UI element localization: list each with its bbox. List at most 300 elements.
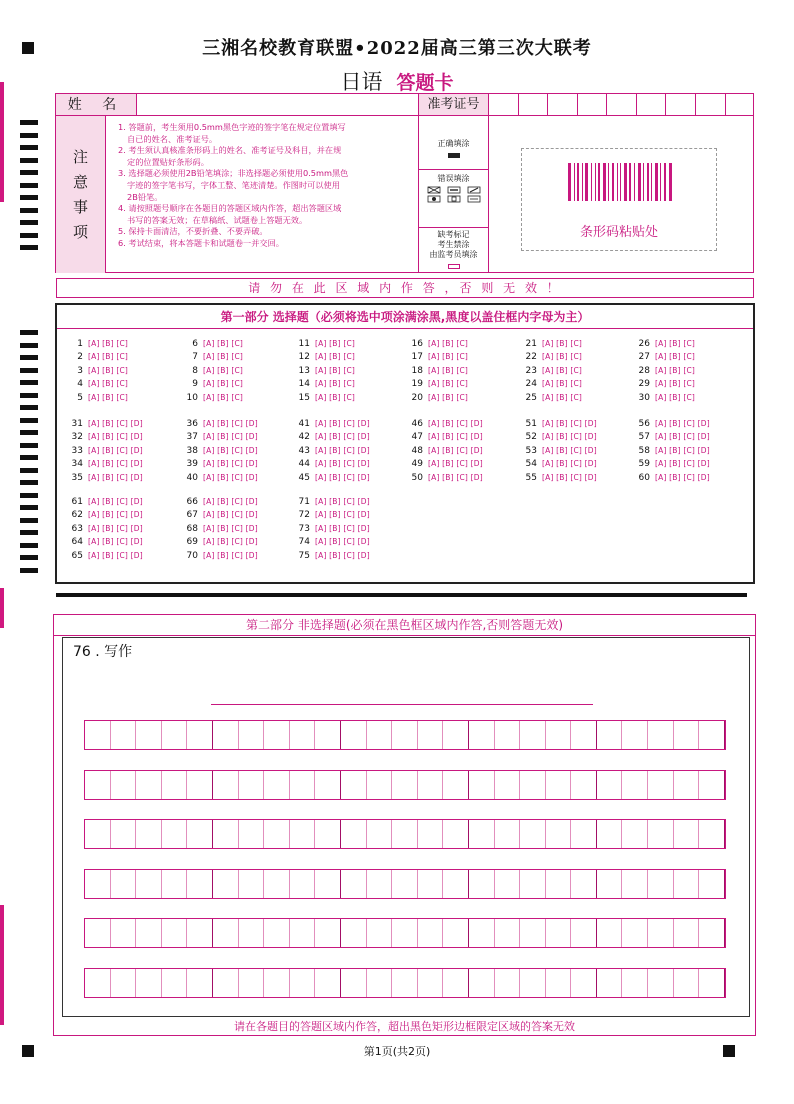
question-number: 70	[186, 550, 198, 561]
answer-options[interactable]: [A] [B] [C] [D]	[428, 472, 483, 482]
edge-mark	[0, 905, 4, 1025]
question-number: 31	[71, 419, 83, 429]
question-number: 32	[71, 432, 83, 443]
question-number: 12	[298, 352, 310, 363]
mcq-item[interactable]	[292, 417, 370, 431]
timing-tick	[20, 195, 38, 200]
mcq-item[interactable]	[632, 417, 710, 431]
answer-options[interactable]: [A] [B] [C] [D]	[88, 523, 143, 533]
answer-options[interactable]: [A] [B] [C] [D]	[315, 472, 370, 482]
absent-mark-label: 缺考标记	[437, 230, 470, 239]
answer-options[interactable]: [A] [B] [C] [D]	[428, 432, 483, 442]
timing-tick	[20, 518, 38, 523]
question-number: 7	[192, 352, 198, 363]
mcq-item[interactable]	[405, 364, 468, 378]
barcode-label: 条形码粘贴处	[579, 225, 658, 240]
mcq-item[interactable]	[519, 444, 597, 458]
answer-options[interactable]: [A] [B] [C]	[315, 379, 356, 389]
timing-tick	[20, 493, 38, 498]
answer-options[interactable]: [A] [B] [C] [D]	[655, 419, 710, 428]
note-line: 字迹的签字笔书写，字体工整、笔迹清楚。作图时可以使用	[127, 179, 340, 190]
question-number: 16	[411, 339, 423, 349]
notes-label: 注 意 事 项	[56, 116, 106, 273]
question-number: 29	[638, 379, 650, 390]
mcq-item[interactable]	[519, 417, 597, 431]
answer-options[interactable]: [A] [B] [C] [D]	[315, 419, 370, 428]
question-number: 59	[638, 459, 650, 470]
answer-options[interactable]: [A] [B] [C]	[655, 352, 696, 362]
absent-mark-box[interactable]	[448, 264, 460, 269]
mcq-item[interactable]	[405, 471, 483, 485]
answer-options[interactable]: [A] [B] [C] [D]	[88, 497, 143, 506]
note-line: 自已的姓名、准考证号。	[127, 133, 218, 144]
question-number: 42	[298, 432, 310, 443]
question-number: 49	[411, 459, 423, 470]
note-line: 3. 选择题必须使用2B铅笔填涂；非选择题必须使用0.5mm黑色	[118, 168, 349, 179]
mcq-item[interactable]	[405, 350, 468, 364]
answer-options[interactable]: [A] [B] [C] [D]	[428, 419, 483, 428]
question-number: 23	[525, 365, 537, 376]
question-number: 22	[525, 352, 537, 363]
answer-options[interactable]: [A] [B] [C] [D]	[315, 497, 370, 506]
answer-options[interactable]: [A] [B] [C] [D]	[203, 537, 258, 547]
answer-options[interactable]: [A] [B] [C]	[88, 365, 129, 375]
answer-options[interactable]: [A] [B] [C]	[88, 352, 129, 362]
timing-tick	[20, 568, 38, 573]
answer-options[interactable]: [A] [B] [C]	[428, 392, 469, 402]
mcq-item[interactable]	[519, 391, 582, 405]
question-number: 33	[71, 445, 83, 456]
writing-grid-row[interactable]	[84, 720, 726, 750]
question-number: 4	[77, 379, 83, 390]
card-label: 答题卡	[396, 72, 454, 94]
question-number: 41	[298, 419, 310, 429]
question-number: 51	[525, 419, 537, 429]
question-number: 56	[638, 419, 650, 429]
note-line: 1. 答题前，考生须用0.5mm黑色字迹的签字笔在规定位置填写	[118, 122, 346, 132]
mcq-item[interactable]	[180, 508, 258, 522]
question-76-label: 76 . 写作	[73, 644, 133, 660]
mcq-item[interactable]	[65, 495, 143, 509]
question-number: 15	[298, 392, 310, 403]
question-number: 34	[71, 459, 83, 470]
timing-tick	[20, 245, 38, 250]
answer-options[interactable]: [A] [B] [C]	[655, 379, 696, 389]
correct-fill-mark	[448, 153, 460, 158]
answer-options[interactable]: [A] [B] [C] [D]	[542, 472, 597, 482]
answer-options[interactable]: [A] [B] [C]	[655, 339, 696, 348]
part1-choice-section	[55, 303, 755, 584]
subject: 日语	[340, 70, 383, 94]
mcq-item[interactable]	[519, 350, 582, 364]
question-number: 57	[638, 432, 650, 443]
question-number: 2	[77, 352, 83, 363]
mcq-item[interactable]	[180, 522, 258, 536]
timing-tick	[20, 208, 38, 213]
answer-options[interactable]: [A] [B] [C]	[542, 392, 583, 402]
timing-tick	[20, 418, 38, 423]
timing-tick	[20, 455, 38, 460]
question-number: 5	[77, 392, 83, 403]
timing-tick	[20, 543, 38, 548]
question-number: 58	[638, 445, 650, 456]
question-number: 73	[298, 523, 310, 534]
answer-options[interactable]: [A] [B] [C]	[88, 392, 129, 402]
note-line: 4. 请按照题号顺序在各题目的答题区域内作答，超出答题区域	[118, 203, 342, 214]
mcq-item[interactable]	[405, 457, 483, 471]
answer-options[interactable]: [A] [B] [C] [D]	[203, 497, 258, 506]
mcq-item[interactable]	[405, 391, 468, 405]
header-table	[55, 93, 754, 273]
name-field[interactable]	[137, 94, 419, 116]
mcq-item[interactable]	[180, 535, 258, 549]
answer-options[interactable]: [A] [B] [C] [D]	[542, 445, 597, 455]
answer-options[interactable]: [A] [B] [C] [D]	[203, 550, 258, 560]
absent-mark-note: 考生禁涂	[437, 240, 470, 249]
timing-tick	[20, 120, 38, 125]
answer-options[interactable]: [A] [B] [C]	[542, 365, 583, 375]
writing-grid-row[interactable]	[84, 968, 726, 998]
question-number: 24	[525, 379, 537, 390]
wrong-fill-icon	[424, 186, 484, 204]
timing-tick	[20, 468, 38, 473]
timing-tick	[20, 145, 38, 150]
mcq-item[interactable]	[632, 471, 710, 485]
question-number: 68	[186, 523, 198, 534]
mcq-item[interactable]	[65, 337, 128, 351]
answer-options[interactable]: [A] [B] [C]	[203, 392, 244, 402]
mcq-item[interactable]	[632, 457, 710, 471]
part2-writing-section	[53, 614, 756, 1036]
note-line: 2. 考生须认真核准条形码上的姓名、准考证号及科目，并在规	[118, 145, 342, 156]
question-number: 20	[411, 392, 423, 403]
answer-options[interactable]: [A] [B] [C] [D]	[315, 510, 370, 520]
question-number: 18	[411, 365, 423, 376]
timing-tick	[20, 183, 38, 188]
mcq-item[interactable]	[405, 377, 468, 391]
answer-options[interactable]: [A] [B] [C]	[315, 365, 356, 375]
answer-options[interactable]: [A] [B] [C]	[203, 365, 244, 375]
question-number: 63	[71, 523, 83, 534]
note-line: 书写的答案无效；在草稿纸、试题卷上答题无效。	[127, 214, 308, 225]
mcq-item[interactable]	[292, 457, 370, 471]
mcq-item[interactable]	[405, 417, 483, 431]
answer-options[interactable]: [A] [B] [C] [D]	[542, 459, 597, 469]
question-number: 46	[411, 419, 423, 429]
question-number: 3	[77, 365, 83, 376]
question-number: 13	[298, 365, 310, 376]
answer-options[interactable]: [A] [B] [C]	[655, 365, 696, 375]
question-number: 64	[71, 537, 83, 548]
mcq-item[interactable]	[405, 430, 483, 444]
exam-number-label: 准考证号	[419, 94, 489, 116]
answer-options[interactable]: [A] [B] [C]	[315, 392, 356, 402]
mcq-item[interactable]	[292, 391, 355, 405]
answer-options[interactable]: [A] [B] [C]	[542, 352, 583, 362]
mcq-item[interactable]	[180, 377, 243, 391]
mcq-item[interactable]	[519, 364, 582, 378]
question-number: 71	[298, 497, 310, 507]
answer-options[interactable]: [A] [B] [C]	[655, 392, 696, 402]
timing-tick	[20, 355, 38, 360]
mcq-item[interactable]	[65, 391, 128, 405]
mcq-item[interactable]	[632, 337, 695, 351]
writing-grid-row[interactable]	[84, 869, 726, 899]
question-number: 37	[186, 432, 198, 443]
question-number: 61	[71, 497, 83, 507]
answer-options[interactable]: [A] [B] [C] [D]	[428, 459, 483, 469]
mcq-item[interactable]	[632, 350, 695, 364]
question-number: 47	[411, 432, 423, 443]
mcq-item[interactable]	[180, 495, 258, 509]
subject-title	[0, 66, 794, 96]
mcq-item[interactable]	[65, 508, 143, 522]
question-number: 74	[298, 537, 310, 548]
exam-number-cells[interactable]	[489, 94, 754, 116]
answer-options[interactable]: [A] [B] [C] [D]	[203, 472, 258, 482]
mcq-item[interactable]	[292, 549, 370, 563]
mcq-item[interactable]	[292, 444, 370, 458]
answer-options[interactable]: [A] [B] [C]	[542, 339, 583, 348]
answer-options[interactable]: [A] [B] [C] [D]	[203, 459, 258, 469]
mcq-item[interactable]	[292, 377, 355, 391]
mcq-item[interactable]	[292, 364, 355, 378]
bottom-note: 请在各题目的答题区域内作答，超出黑色矩形边框限定区域的答案无效	[234, 1020, 575, 1033]
question-number: 11	[298, 339, 310, 349]
question-number: 69	[186, 537, 198, 548]
timing-tick	[20, 505, 38, 510]
timing-tick	[20, 368, 38, 373]
mcq-item[interactable]	[519, 457, 597, 471]
question-number: 45	[298, 472, 310, 483]
barcode-icon	[568, 163, 672, 201]
answer-options[interactable]: [A] [B] [C]	[428, 379, 469, 389]
answer-options[interactable]: [A] [B] [C] [D]	[542, 432, 597, 442]
mcq-item[interactable]	[632, 391, 695, 405]
question-number: 67	[186, 510, 198, 521]
answer-options[interactable]: [A] [B] [C] [D]	[428, 445, 483, 455]
mcq-item[interactable]	[65, 377, 128, 391]
question-number: 43	[298, 445, 310, 456]
answer-options[interactable]: [A] [B] [C] [D]	[88, 550, 143, 560]
answer-options[interactable]: [A] [B] [C] [D]	[655, 472, 710, 482]
mcq-item[interactable]	[65, 417, 143, 431]
question-number: 48	[411, 445, 423, 456]
timing-tick	[20, 133, 38, 138]
question-number: 25	[525, 392, 537, 403]
timing-tick	[20, 170, 38, 175]
mcq-item[interactable]	[519, 337, 582, 351]
mcq-item[interactable]	[65, 522, 143, 536]
mcq-item[interactable]	[180, 549, 258, 563]
part2-title: 第二部分 非选择题(必须在黑色框区域内作答,否则答题无效)	[54, 615, 755, 636]
answer-options[interactable]: [A] [B] [C] [D]	[542, 419, 597, 428]
question-number: 55	[525, 472, 537, 483]
mcq-item[interactable]	[519, 430, 597, 444]
mcq-item[interactable]	[180, 457, 258, 471]
note-line: 5. 保持卡面清洁，不要折叠、不要弄破。	[118, 226, 268, 237]
mcq-item[interactable]	[519, 377, 582, 391]
mcq-item[interactable]	[292, 522, 370, 536]
edge-mark	[0, 588, 4, 628]
notes-list	[106, 116, 419, 273]
mcq-item[interactable]	[292, 337, 355, 351]
mcq-item[interactable]	[180, 364, 243, 378]
answer-options[interactable]: [A] [B] [C]	[88, 339, 129, 348]
mcq-item[interactable]	[180, 391, 243, 405]
question-number: 30	[638, 392, 650, 403]
question-number: 62	[71, 510, 83, 521]
mcq-item[interactable]	[65, 430, 143, 444]
answer-options[interactable]: [A] [B] [C] [D]	[88, 419, 143, 428]
question-number: 54	[525, 459, 537, 470]
answer-options[interactable]: [A] [B] [C] [D]	[315, 537, 370, 547]
question-number: 52	[525, 432, 537, 443]
question-number: 65	[71, 550, 83, 561]
answer-options[interactable]: [A] [B] [C] [D]	[88, 459, 143, 469]
answer-options[interactable]: [A] [B] [C] [D]	[655, 459, 710, 469]
mcq-item[interactable]	[180, 417, 258, 431]
answer-options[interactable]: [A] [B] [C] [D]	[315, 432, 370, 442]
answer-options[interactable]: [A] [B] [C] [D]	[315, 550, 370, 560]
mcq-item[interactable]	[180, 444, 258, 458]
mcq-item[interactable]	[65, 364, 128, 378]
writing-grid-row[interactable]	[84, 918, 726, 948]
mcq-item[interactable]	[292, 350, 355, 364]
wrong-fill-label: 错误填涂	[437, 174, 470, 183]
mcq-item[interactable]	[292, 535, 370, 549]
answer-options[interactable]: [A] [B] [C]	[203, 352, 244, 362]
question-number: 6	[192, 339, 198, 349]
timing-tick	[20, 430, 38, 435]
question-number: 60	[638, 472, 650, 483]
mcq-item[interactable]	[180, 430, 258, 444]
mcq-item[interactable]	[65, 444, 143, 458]
absent-mark-note: 由监考员填涂	[429, 250, 478, 259]
mcq-item[interactable]	[180, 350, 243, 364]
question-number: 28	[638, 365, 650, 376]
page-title: 三湘名校教育联盟•2022届高三第三次大联考	[202, 38, 592, 59]
mcq-item[interactable]	[632, 430, 710, 444]
writing-grid-row[interactable]	[84, 819, 726, 849]
timing-tick	[20, 158, 38, 163]
note-line: 定的位置贴好条形码。	[127, 156, 209, 167]
timing-tick	[20, 330, 38, 335]
mcq-item[interactable]	[65, 535, 143, 549]
answer-options[interactable]: [A] [B] [C] [D]	[655, 445, 710, 455]
mcq-item[interactable]	[292, 430, 370, 444]
divider	[56, 593, 747, 597]
answer-options[interactable]: [A] [B] [C] [D]	[203, 432, 258, 442]
answer-options[interactable]: [A] [B] [C]	[542, 379, 583, 389]
answer-options[interactable]: [A] [B] [C] [D]	[203, 510, 258, 520]
page-number: 第1页(共2页)	[363, 1045, 431, 1058]
answer-options[interactable]: [A] [B] [C] [D]	[88, 510, 143, 520]
question-number: 26	[638, 339, 650, 349]
mcq-item[interactable]	[632, 444, 710, 458]
part1-title: 第一部分 选择题（必须将选中项涂满涂黑,黑度以盖住框内字母为主）	[57, 305, 753, 329]
writing-grid-row[interactable]	[84, 770, 726, 800]
timing-tick	[20, 443, 38, 448]
writing-area[interactable]	[62, 637, 750, 1017]
answer-options[interactable]: [A] [B] [C] [D]	[315, 459, 370, 469]
answer-options[interactable]: [A] [B] [C] [D]	[88, 432, 143, 442]
mcq-item[interactable]	[180, 337, 243, 351]
answer-options[interactable]: [A] [B] [C] [D]	[88, 537, 143, 547]
answer-options[interactable]: [A] [B] [C]	[315, 339, 356, 348]
answer-options[interactable]: [A] [B] [C] [D]	[88, 445, 143, 455]
timing-tick	[20, 380, 38, 385]
mcq-item[interactable]	[292, 471, 370, 485]
question-number: 66	[186, 497, 198, 507]
question-number: 10	[186, 392, 198, 403]
mcq-item[interactable]	[632, 364, 695, 378]
note-line: 6. 考试结束，将本答题卡和试题卷一并交回。	[118, 237, 284, 248]
answer-options[interactable]: [A] [B] [C] [D]	[315, 523, 370, 533]
question-number: 9	[192, 379, 198, 390]
mcq-item[interactable]	[292, 495, 370, 509]
timing-tick	[20, 343, 38, 348]
answer-options[interactable]: [A] [B] [C]	[203, 339, 244, 348]
edge-mark	[0, 82, 4, 202]
answer-options[interactable]: [A] [B] [C]	[203, 379, 244, 389]
answer-options[interactable]: [A] [B] [C]	[428, 365, 469, 375]
barcode-area	[521, 148, 717, 251]
timing-tick	[20, 220, 38, 225]
mcq-item[interactable]	[405, 337, 468, 351]
question-number: 27	[638, 352, 650, 363]
mcq-item[interactable]	[65, 471, 143, 485]
timing-tick	[20, 405, 38, 410]
question-number: 40	[186, 472, 198, 483]
answer-options[interactable]: [A] [B] [C]	[428, 352, 469, 362]
mcq-item[interactable]	[65, 549, 143, 563]
question-number: 75	[298, 550, 310, 561]
question-number: 14	[298, 379, 310, 390]
answer-options[interactable]: [A] [B] [C] [D]	[315, 445, 370, 455]
mcq-item[interactable]	[65, 457, 143, 471]
timing-tick	[20, 530, 38, 535]
question-number: 39	[186, 459, 198, 470]
question-number: 17	[411, 352, 423, 363]
answer-options[interactable]: [A] [B] [C]	[315, 352, 356, 362]
question-number: 1	[77, 339, 83, 349]
question-number: 21	[525, 339, 537, 349]
mcq-item[interactable]	[180, 471, 258, 485]
answer-options[interactable]: [A] [B] [C] [D]	[203, 419, 258, 428]
mcq-item[interactable]	[519, 471, 597, 485]
question-number: 8	[192, 365, 198, 376]
timing-tick	[20, 393, 38, 398]
answer-options[interactable]: [A] [B] [C] [D]	[203, 445, 258, 455]
timing-tick	[20, 233, 38, 238]
essay-title-line[interactable]	[211, 704, 593, 705]
mcq-item[interactable]	[292, 508, 370, 522]
question-number: 50	[411, 472, 423, 483]
mcq-item[interactable]	[65, 350, 128, 364]
question-number: 72	[298, 510, 310, 521]
question-number: 44	[298, 459, 310, 470]
answer-options[interactable]: [A] [B] [C]	[428, 339, 469, 348]
answer-options[interactable]: [A] [B] [C] [D]	[655, 432, 710, 442]
answer-options[interactable]: [A] [B] [C] [D]	[203, 523, 258, 533]
answer-options[interactable]: [A] [B] [C] [D]	[88, 472, 143, 482]
answer-options[interactable]: [A] [B] [C]	[88, 379, 129, 389]
fill-examples	[419, 116, 489, 273]
mcq-item[interactable]	[405, 444, 483, 458]
name-label: 姓 名	[56, 94, 137, 116]
mcq-item[interactable]	[632, 377, 695, 391]
